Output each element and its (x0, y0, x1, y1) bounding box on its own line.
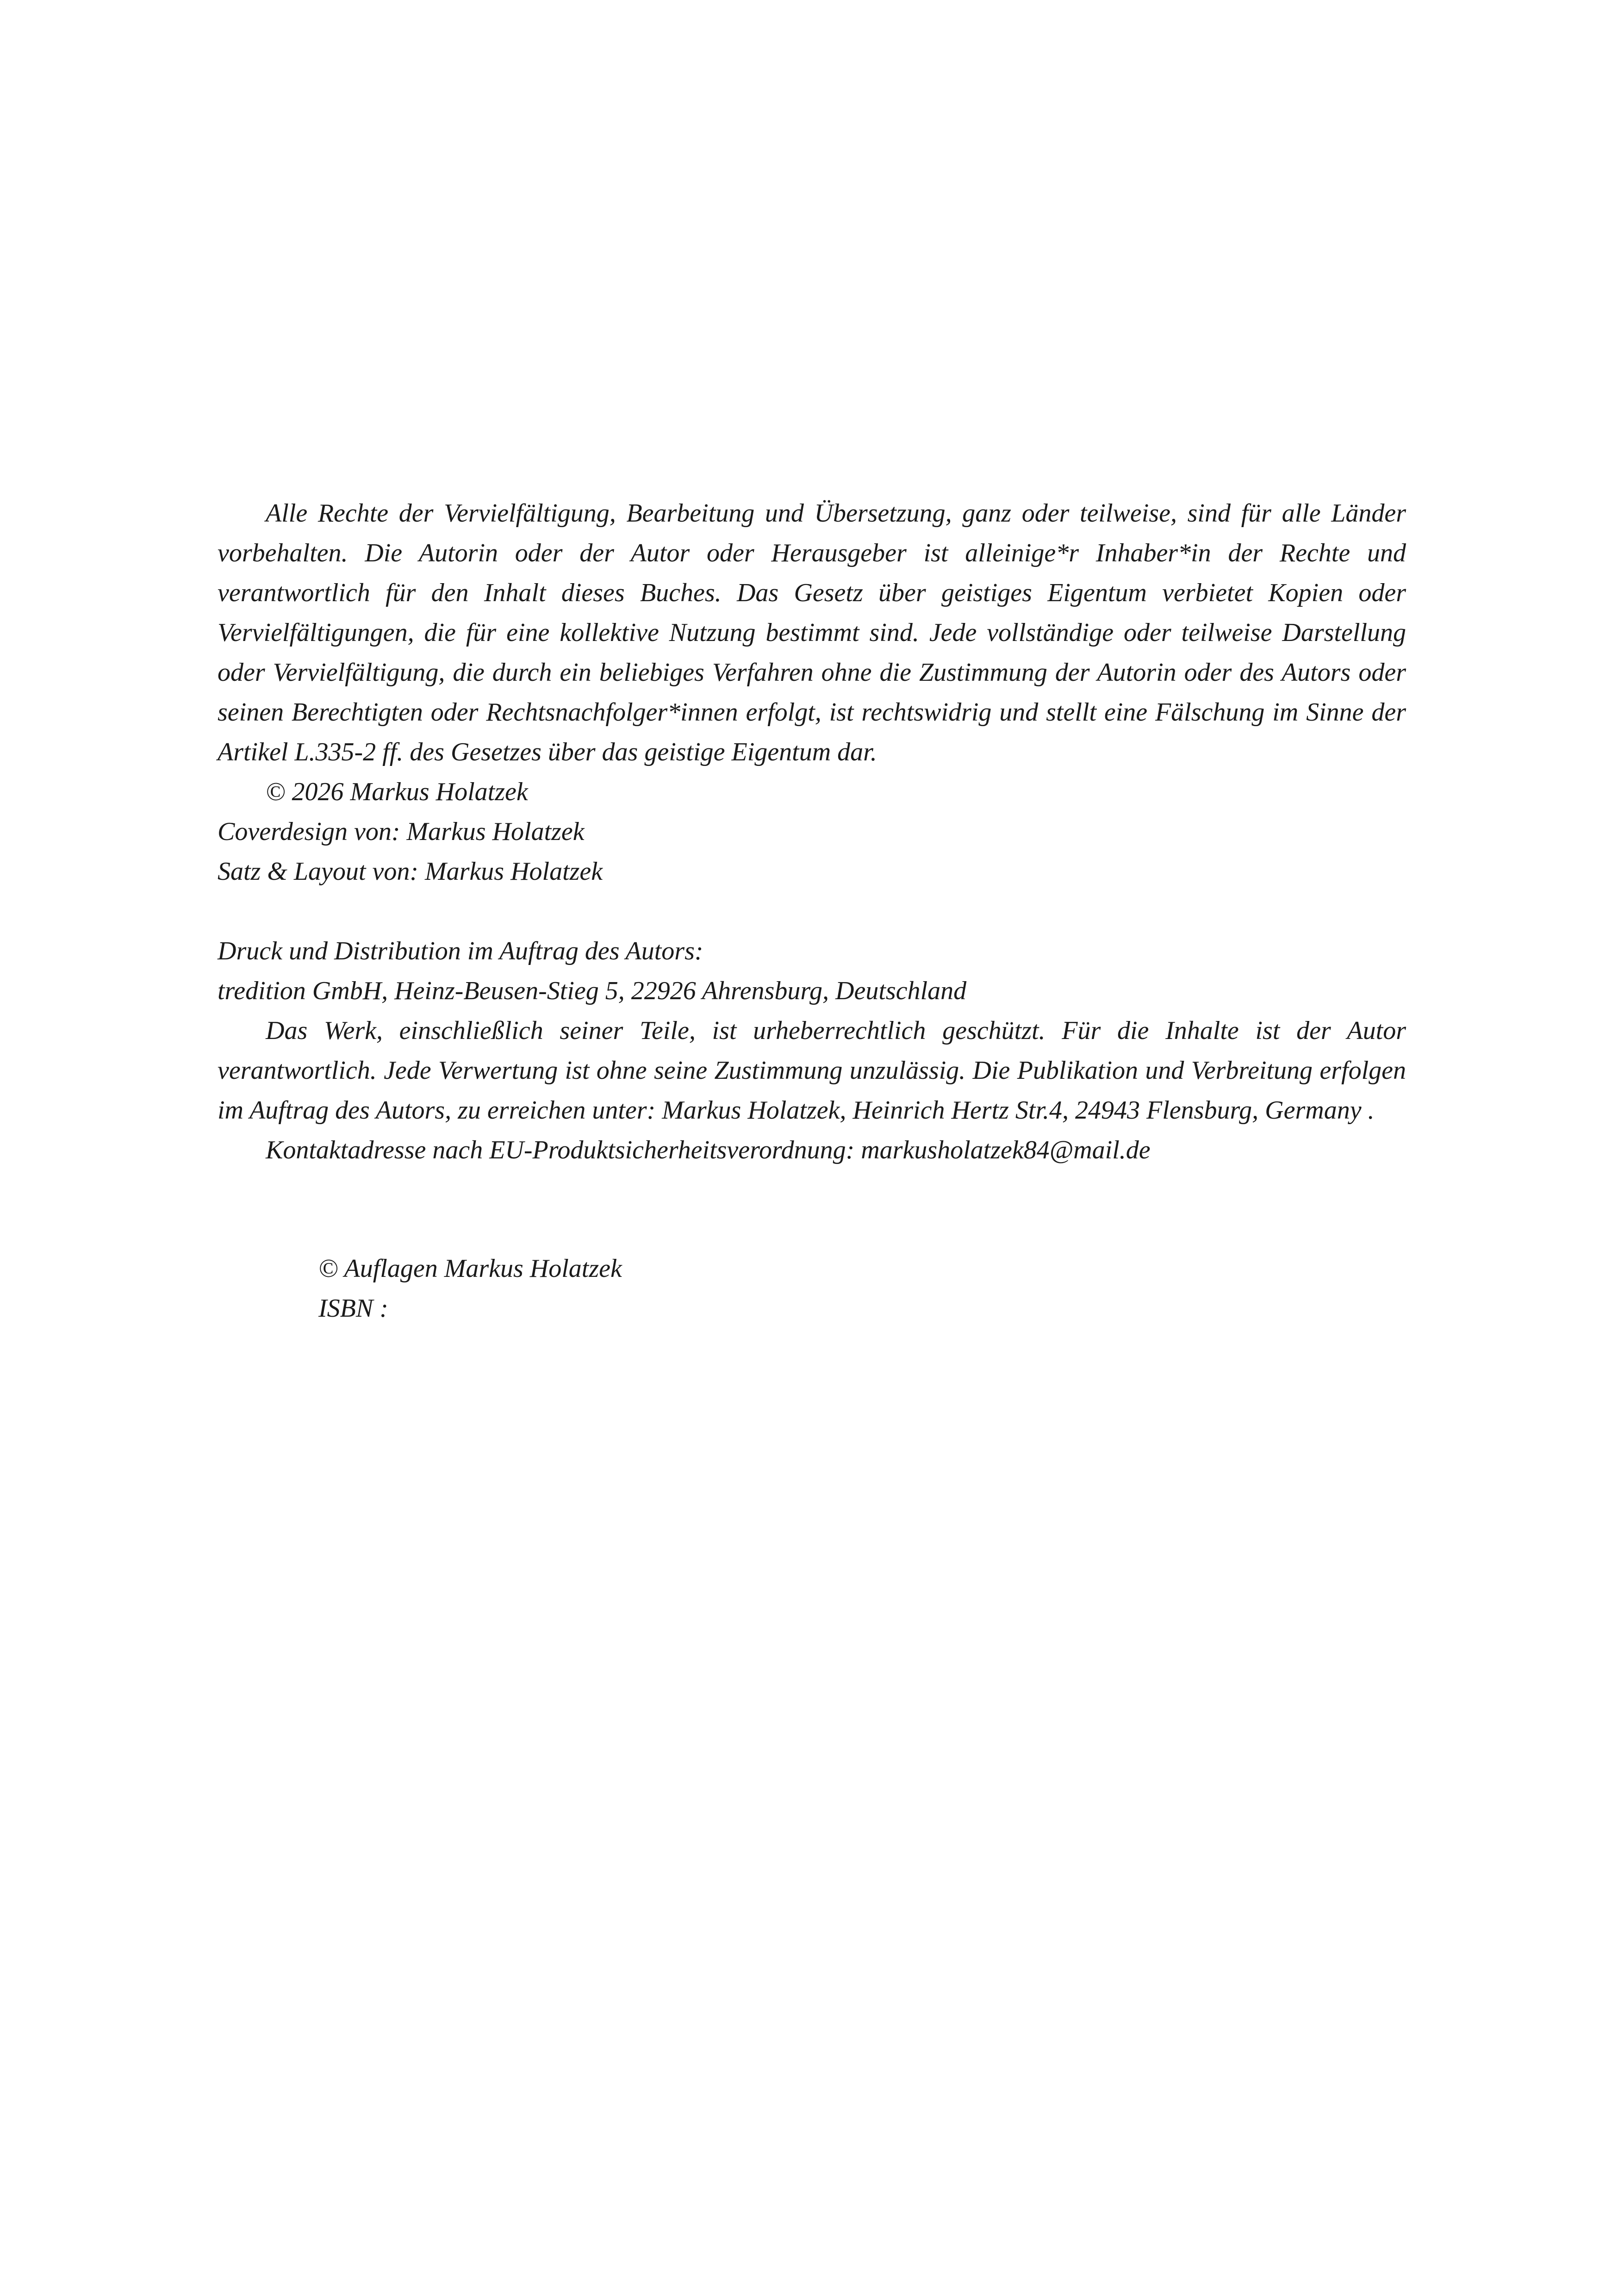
publisher-section (218, 931, 1406, 1170)
publisher-notice: Das Werk, einschließlich seiner Teile, ist urheberrechtlich geschützt. Für die Inhalte ist der Autor verantwortlich. Jede Verwertung ist ohne seine Zustimmung unzulässig. Die Publikation und Verbreitung erfolgen im Auftrag des Autors, zu erreichen unter: Markus Holatzek, Heinrich Hertz Str.4, 24943 Flensburg, Germany . (218, 1016, 1406, 1125)
edition-copyright: © Auflagen Markus Holatzek (318, 1254, 622, 1283)
layout-credit: Satz & Layout von: Markus Holatzek (218, 857, 603, 886)
rights-section (218, 493, 1406, 891)
cover-design-credit: Coverdesign von: Markus Holatzek (218, 817, 585, 846)
edition-section (318, 1249, 1059, 1328)
contact-line: Kontaktadresse nach EU-Produktsicherheitsverordnung: markusholatzek84@mail.de (266, 1136, 1151, 1164)
copyright-line: © 2026 Markus Holatzek (266, 778, 528, 806)
rights-notice: Alle Rechte der Vervielfältigung, Bearbeitung und Übersetzung, ganz oder teilweise, sind für alle Länder vorbehalten. Die Autorin oder der Autor oder Herausgeber ist alleinige*r Inhaber*in der Rechte und verantwortlich für den Inhalt dieses Buches. Das Gesetz über geistiges Eigentum verbietet Kopien oder Vervielfältigungen, die für eine kollektive Nutzung bestimmt sind. Jede vollständige oder teilweise Darstellung oder Vervielfältigung, die durch ein beliebiges Verfahren ohne die Zustimmung der Autorin oder des Autors oder seinen Berechtigten oder Rechtsnachfolger*innen erfolgt, ist rechtswidrig und stellt eine Fälschung im Sinne der Artikel L.335-2 ff. des Gesetzes über das geistige Eigentum dar. (218, 499, 1406, 766)
publisher-address: tredition GmbH, Heinz-Beusen-Stieg 5, 22926 Ahrensburg, Deutschland (218, 977, 967, 1005)
isbn-line: ISBN : (318, 1294, 388, 1323)
publisher-heading: Druck und Distribution im Auftrag des Autors: (218, 937, 703, 965)
